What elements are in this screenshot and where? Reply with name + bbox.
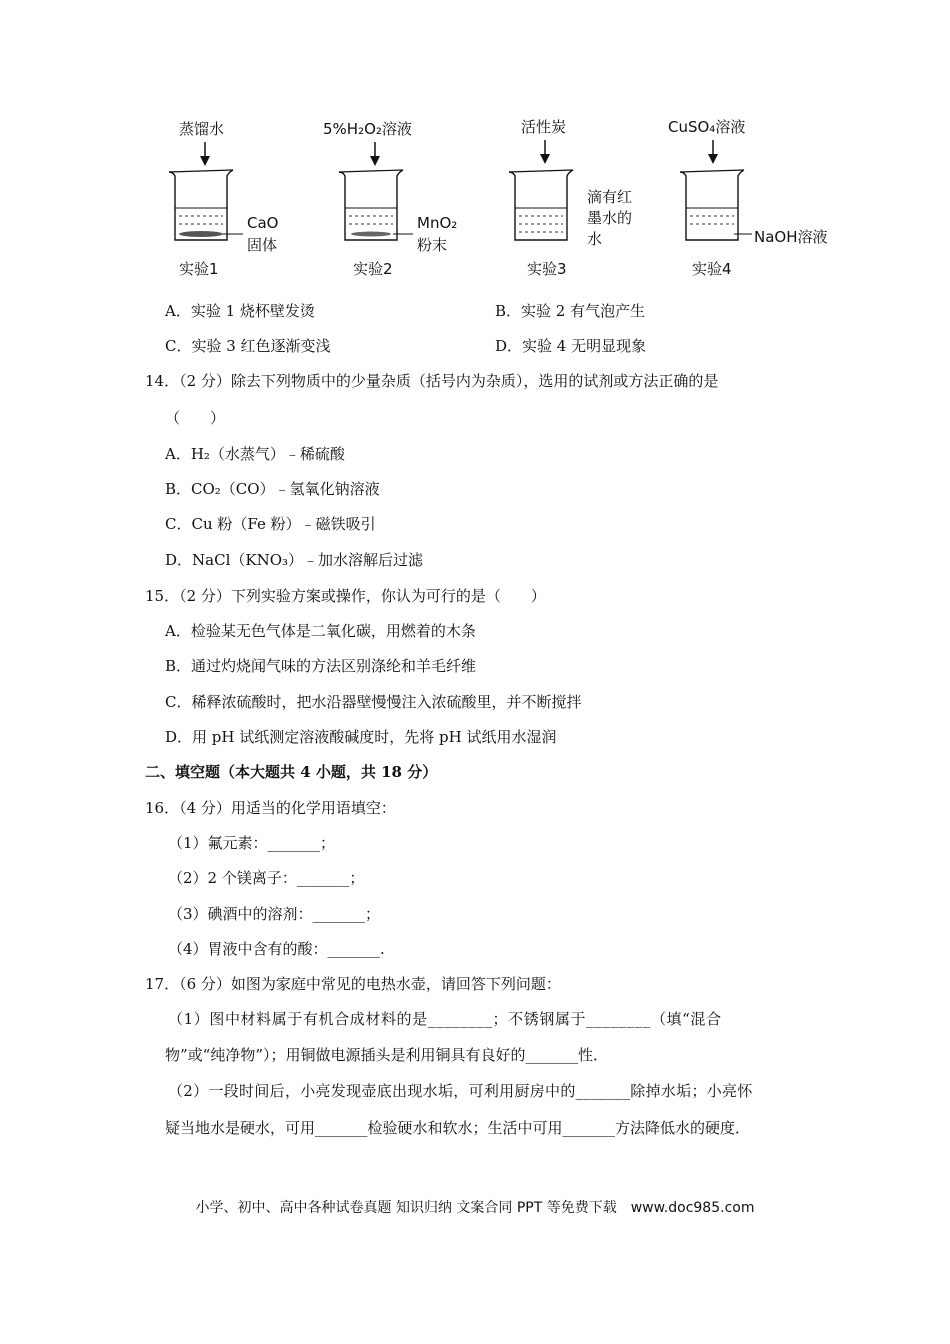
q13-option-b: B．实验 2 有气泡产生 bbox=[495, 302, 646, 320]
figure-1-side-label-1: CaO bbox=[247, 214, 279, 232]
q16-item-1: （1）氟元素：_______； bbox=[168, 834, 336, 852]
figure-2-side-label-1: MnO₂ bbox=[417, 214, 458, 232]
q17-stem: 17．（6 分）如图为家庭中常见的电热水壶，请回答下列问题： bbox=[145, 975, 561, 993]
q13-option-c: C．实验 3 红色逐渐变浅 bbox=[165, 337, 331, 355]
q13-option-d: D．实验 4 无明显现象 bbox=[495, 337, 647, 355]
figure-2-caption: 实验2 bbox=[353, 260, 393, 278]
figure-1-top-label: 蒸馏水 bbox=[179, 120, 225, 138]
q17-part1-line2: 物”或“纯净物”）；用铜做电源插头是利用铜具有良好的_______性． bbox=[165, 1046, 609, 1064]
figure-4-top-label: CuSO₄溶液 bbox=[668, 118, 746, 136]
q14-stem: 14．（2 分）除去下列物质中的少量杂质（括号内为杂质），选用的试剂或方法正确的是 bbox=[145, 372, 719, 390]
q14-option-c: C．Cu 粉（Fe 粉）﹣磁铁吸引 bbox=[165, 515, 376, 533]
experiment-figure-4 bbox=[668, 110, 858, 285]
q15-option-b: B．通过灼烧闻气味的方法区别涤纶和羊毛纤维 bbox=[165, 657, 477, 675]
experiment-figure-2 bbox=[323, 110, 517, 285]
q14-option-b: B．CO₂（CO）﹣氢氧化钠溶液 bbox=[165, 480, 380, 498]
q17-part2-line1: （2）一段时间后，小亮发现壶底出现水垢，可利用厨房中的_______除掉水垢；小亮怀 bbox=[168, 1082, 753, 1100]
page-footer: 小学、初中、高中各种试卷真题 知识归纳 文案合同 PPT 等免费下载 www.doc985.com bbox=[195, 1200, 755, 1216]
q14-answer-paren: （ ） bbox=[165, 409, 226, 427]
q16-stem: 16．（4 分）用适当的化学用语填空： bbox=[145, 799, 396, 817]
figure-1-side-label-2: 固体 bbox=[247, 236, 278, 254]
figure-2-top-label: 5%H₂O₂溶液 bbox=[323, 120, 412, 138]
figure-3-side-label-2: 墨水的 bbox=[587, 209, 633, 227]
experiment-figure-1 bbox=[165, 110, 345, 285]
figure-4-caption: 实验4 bbox=[692, 260, 732, 278]
q13-option-a: A．实验 1 烧杯壁发烫 bbox=[165, 302, 315, 320]
figure-3-top-label: 活性炭 bbox=[521, 118, 567, 136]
figure-2-side-label-2: 粉末 bbox=[417, 236, 448, 254]
q14-option-d: D．NaCl（KNO₃）﹣加水溶解后过滤 bbox=[165, 551, 424, 569]
section-2-heading: 二、填空题（本大题共 4 小题，共 18 分） bbox=[145, 763, 438, 781]
figure-4-side-label-1: NaOH溶液 bbox=[754, 228, 828, 246]
figure-1-caption: 实验1 bbox=[179, 260, 219, 278]
experiment-figure-3 bbox=[505, 110, 685, 285]
beaker-4-drawing bbox=[678, 110, 858, 280]
q15-option-d: D．用 pH 试纸测定溶液酸碱度时，先将 pH 试纸用水湿润 bbox=[165, 728, 557, 746]
q14-option-a: A．H₂（水蒸气）﹣稀硫酸 bbox=[165, 445, 345, 463]
figure-3-side-label-1: 滴有红 bbox=[587, 188, 633, 206]
q16-item-3: （3）碘酒中的溶剂：_______； bbox=[168, 905, 381, 923]
figure-3-caption: 实验3 bbox=[527, 260, 567, 278]
q17-part1-line1: （1）图中材料属于有机合成材料的是________；不锈钢属于________（填“混合 bbox=[168, 1010, 722, 1028]
q15-stem: 15．（2 分）下列实验方案或操作，你认为可行的是（ ） bbox=[145, 587, 546, 605]
q15-option-c: C．稀释浓硫酸时，把水沿器壁慢慢注入浓硫酸里，并不断搅拌 bbox=[165, 693, 582, 711]
q17-part2-line2: 疑当地水是硬水，可用_______检验硬水和软水；生活中可用_______方法降低水的硬度． bbox=[165, 1119, 751, 1137]
q16-item-2: （2）2 个镁离子：_______； bbox=[168, 869, 365, 887]
q15-option-a: A．检验某无色气体是二氧化碳，用燃着的木条 bbox=[165, 622, 476, 640]
q16-item-4: （4）胃液中含有的酸：_______. bbox=[168, 940, 385, 958]
figure-3-side-label-3: 水 bbox=[587, 230, 603, 248]
